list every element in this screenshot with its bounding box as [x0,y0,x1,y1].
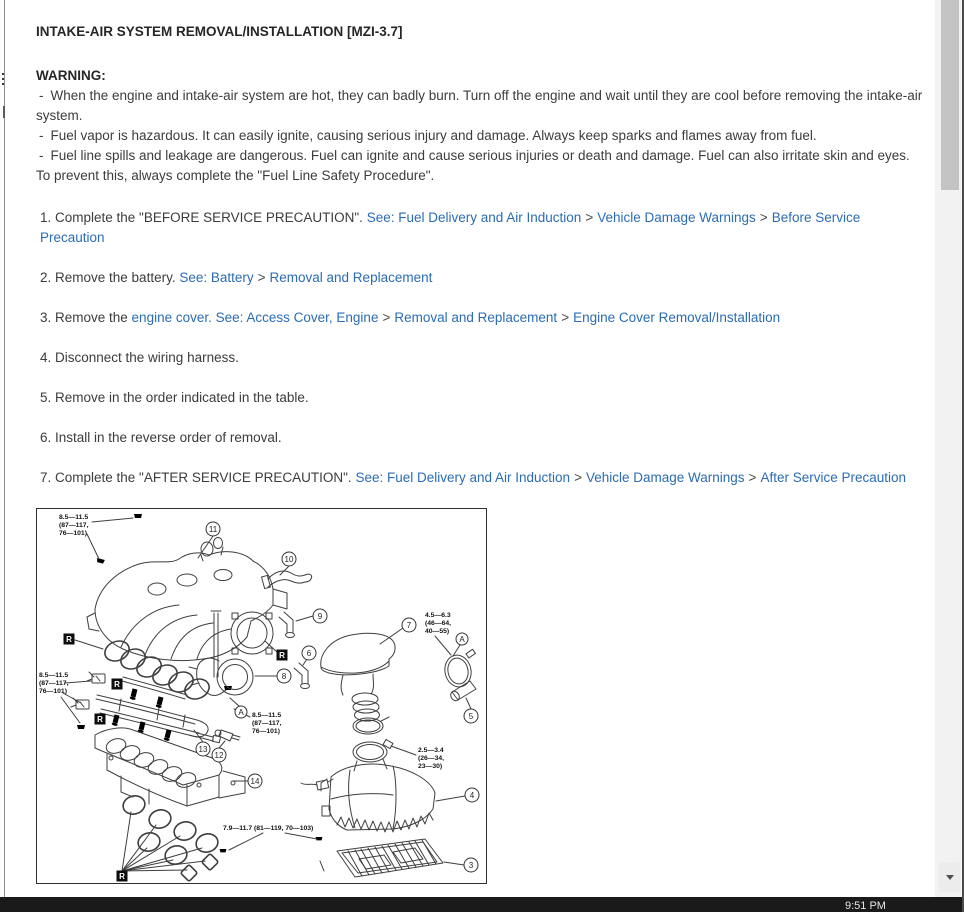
svg-text:14: 14 [250,777,260,786]
svg-text:4: 4 [469,791,475,800]
taskbar-clock: 9:51 PM [845,900,886,912]
link-separator: > [585,210,594,225]
maf-sensor-connector [301,779,333,790]
clip-markers [71,672,105,709]
step-6 [36,428,926,448]
svg-text:13: 13 [198,745,208,754]
step-4 [36,348,926,368]
link-before-service-precaution[interactable]: Before Service Precaution [40,210,861,245]
svg-text:7.9—11.7 (81—119, 70—103): 7.9—11.7 (81—119, 70—103) [223,825,314,832]
svg-text:3: 3 [468,861,474,870]
link-engine-cover-access[interactable]: engine cover. See: Access Cover, Engine [131,310,379,325]
svg-text:(46—64,: (46—64, [425,620,452,627]
svg-text:A: A [459,635,465,644]
splitter-grip-icon [2,83,4,85]
mounting-bolts [77,514,322,869]
svg-text:4.5—6.3: 4.5—6.3 [425,612,451,619]
svg-text:A: A [238,708,244,717]
elbow-hose [279,612,295,638]
svg-text:6: 6 [306,649,312,658]
svg-text:12: 12 [214,751,224,760]
svg-text:2.5—3.4: 2.5—3.4 [418,747,444,754]
warning-bullet: - [39,88,44,103]
hose-clamp-right [442,649,475,689]
air-filter-element [337,839,443,877]
svg-text:(87—117,: (87—117, [252,720,282,727]
warning-bullet: - [39,128,44,143]
svg-text:8: 8 [281,672,287,681]
warning-text: Fuel vapor is hazardous. It can easily ignite, causing serious injury and damage. Always keep sparks and flames away from fuel. [50,128,817,143]
svg-text:7: 7 [406,621,412,630]
svg-text:(87—117,: (87—117, [59,522,89,529]
article-pane[interactable] [5,0,936,897]
svg-text:R: R [119,872,125,881]
link-after-service-precaution[interactable]: After Service Precaution [760,470,907,485]
step-1 [36,208,926,248]
article-content [5,0,926,884]
upper-intake-manifold [87,538,287,661]
vacuum-hose [262,571,312,589]
svg-text:23—30): 23—30) [418,763,443,770]
air-cleaner-cover [321,764,435,832]
svg-text:11: 11 [208,525,218,534]
warning-item [36,86,926,126]
link-engine-cover-removal-installation[interactable]: Engine Cover Removal/Installation [573,310,781,325]
svg-text:R: R [97,715,103,724]
warning-item [36,126,926,146]
step-5-text: 5. Remove in the order indicated in the table. [40,390,309,405]
warning-heading: WARNING: [36,68,106,83]
fuel-pressure-sensor [215,730,240,741]
step-4-text: 4. Disconnect the wiring harness. [40,350,239,365]
step-3 [36,308,926,328]
warning-text: Fuel line spills and leakage are dangerous. Fuel can ignite and cause serious injuries or death and damage. Fuel can also irritate skin and eyes. To prevent this, always complete the "Fuel Line Safety Procedure". [36,148,910,183]
svg-text:(87—117,: (87—117, [39,680,69,687]
step-6-text: 6. Install in the reverse order of removal. [40,430,282,445]
link-fuel-delivery-air-induction[interactable]: See: Fuel Delivery and Air Induction [366,210,582,225]
splitter-grip-icon [2,78,4,80]
svg-text:76—101): 76—101) [252,728,280,735]
svg-text:R: R [66,635,72,644]
svg-text:9: 9 [317,612,323,621]
page-title: INTAKE-AIR SYSTEM REMOVAL/INSTALLATION [MZI-3.7] [36,24,403,39]
svg-text:8.5—11.5: 8.5—11.5 [39,672,69,679]
svg-text:(26—34,: (26—34, [418,755,445,762]
splitter-grip-icon [2,73,4,75]
svg-text:5: 5 [468,712,474,721]
link-fuel-delivery-air-induction-2[interactable]: See: Fuel Delivery and Air Induction [355,470,571,485]
procedure-steps [36,208,926,488]
link-removal-and-replacement-2[interactable]: Removal and Replacement [394,310,558,325]
svg-text:76—101): 76—101) [39,688,67,695]
exploded-view-figure [36,508,487,884]
part-callouts [196,522,479,872]
scrollbar-down-button[interactable] [939,862,960,892]
vertical-scrollbar-thumb[interactable] [941,0,959,190]
intake-air-exploded-diagram [37,509,486,883]
link-battery[interactable]: See: Battery [179,270,254,285]
chevron-down-icon [946,875,954,880]
throttle-body [189,612,273,696]
air-duct-cover [321,633,395,695]
link-separator: > [257,270,266,285]
intake-duct-bellows [352,693,393,771]
link-separator: > [574,470,582,485]
step-1-text: 1. Complete the "BEFORE SERVICE PRECAUTION". [40,210,367,225]
step-2 [36,268,926,288]
svg-text:10: 10 [284,555,294,564]
svg-text:R: R [114,680,120,689]
step-7 [36,468,926,488]
step-7-text: 7. Complete the "AFTER SERVICE PRECAUTION". [40,470,356,485]
warning-text: When the engine and intake-air system are hot, they can badly burn. Turn off the engine and wait until they are cool before removing the intake-air system. [36,88,923,123]
svg-text:8.5—11.5: 8.5—11.5 [59,514,89,521]
warning-bullet: - [39,148,44,163]
svg-text:76—101): 76—101) [59,530,87,537]
link-vehicle-damage-warnings-2[interactable]: Vehicle Damage Warnings [585,470,745,485]
link-removal-and-replacement[interactable]: Removal and Replacement [269,270,433,285]
svg-text:R: R [279,651,285,660]
lower-intake-manifold [95,728,245,806]
link-separator: > [561,310,570,325]
connector-tube [449,681,476,702]
pcv-fitting [294,663,310,689]
os-taskbar[interactable] [0,897,962,912]
reuse-markers [64,634,288,882]
link-separator: > [382,310,391,325]
svg-text:40—55): 40—55) [425,628,450,635]
svg-text:8.5—11.5: 8.5—11.5 [252,712,282,719]
warning-item [36,146,926,186]
step-2-text: 2. Remove the battery. [40,270,180,285]
step-5 [36,388,926,408]
link-separator: > [748,470,757,485]
step-3-text: 3. Remove the [40,310,132,325]
link-separator: > [759,210,768,225]
link-vehicle-damage-warnings[interactable]: Vehicle Damage Warnings [597,210,756,225]
